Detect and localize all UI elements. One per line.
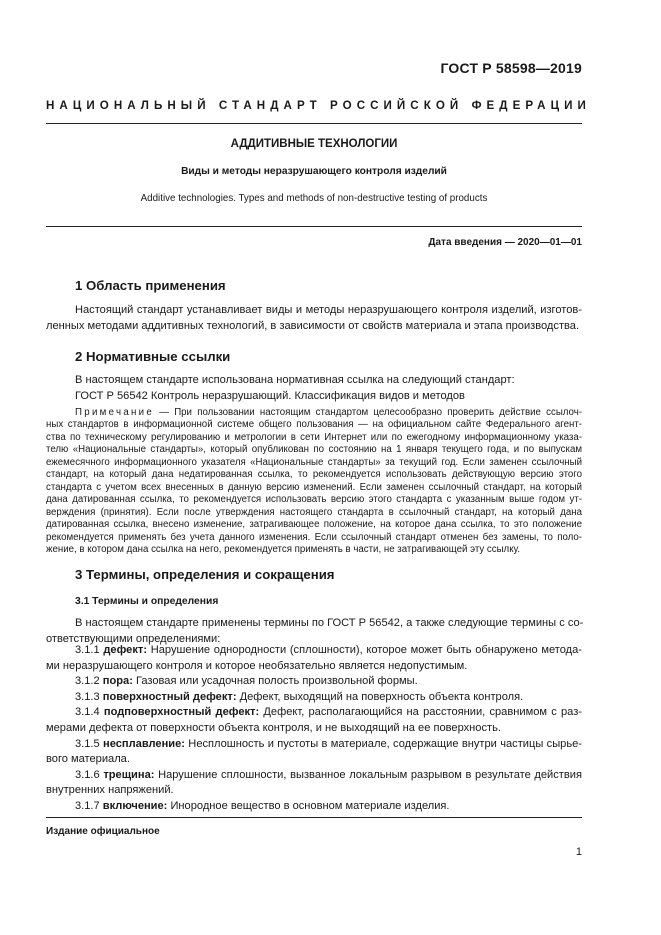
- section-3-heading: 3 Термины, определения и сокращения: [75, 567, 335, 582]
- term-line: мерами дефекта от поверхности объекта контроля, и не выходящий на ее поверхность.: [46, 721, 501, 734]
- title-rule: [46, 226, 582, 227]
- term-line: внутренних напряжений.: [46, 784, 174, 797]
- term-definition: Инородное вещество в основном материале изделия.: [167, 799, 450, 812]
- text-line: Настоящий стандарт устанавливает виды и методы неразрушающего контроля изделий, изготов-: [75, 304, 582, 316]
- term-number: 3.1.7: [75, 799, 103, 812]
- text-line: В настоящем стандарте применены термины по ГОСТ Р 56542, а также следующие термины с со-: [75, 617, 584, 629]
- term-number: 3.1.2: [75, 675, 103, 688]
- term-number: 3.1.5: [75, 737, 104, 750]
- term-name: несплавление:: [103, 737, 185, 750]
- introduction-date: Дата введения — 2020—01—01: [428, 237, 582, 248]
- note-line: телю «Национальные стандарты», который опубликован по состоянию на 1 января текущего года, и по выпускам: [46, 444, 582, 456]
- note-line: жение, в котором дана ссылка на него, рекомендуется применять в части, не затрагивающей эту ссылку.: [46, 543, 521, 555]
- note-line: стандарта с учетом всех внесенных в данную версию изменений. Если заменен ссылочный стандарт, на который: [46, 481, 582, 493]
- note-line: верждения (принятия). Если после утверждения настоящего стандарта в ссылочный стандарт, на который дана: [46, 506, 582, 518]
- gost-number: ГОСТ Р 58598—2019: [440, 60, 582, 76]
- text-line: ленных методами аддитивных технологий, в зависимости от свойств материала и этапа производства.: [46, 319, 580, 332]
- section-2-heading: 2 Нормативные ссылки: [75, 349, 231, 364]
- note-line: дана датированная ссылка, то рекомендуется использовать версию этого стандарта с указанным выше годом ут-: [46, 494, 582, 506]
- note-line: стандарт, на который дана недатированная ссылка, то рекомендуется использовать действующую версию этого: [46, 469, 582, 481]
- document-subtitle: Виды и методы неразрушающего контроля изделий: [181, 166, 447, 177]
- term-line: [46, 705, 582, 721]
- national-standard-banner: НАЦИОНАЛЬНЫЙ СТАНДАРТ РОССИЙСКОЙ ФЕДЕРАЦИИ: [46, 99, 591, 112]
- note-label: Примечание: [75, 407, 155, 418]
- term-line: [46, 690, 582, 706]
- text-line: ответствующими определениями:: [46, 632, 221, 645]
- section-1-paragraph: [46, 303, 582, 334]
- section-2-note: [46, 407, 582, 556]
- note-line: рекомендуется применять без учета данного изменения. Если ссылочный стандарт отменен без замены, то поло-: [46, 531, 582, 543]
- term-line: [46, 799, 582, 815]
- official-edition-label: Издание официальное: [46, 826, 160, 837]
- term-number: 3.1.4: [75, 706, 104, 719]
- term-line: [46, 768, 582, 784]
- term-definition: Нарушение однородности (сплошности), которое может быть обнаружено метода-: [147, 644, 582, 656]
- note-line: ежемесячного информационного указателя «Национальные стандарты» за текущий год. Если заменен ссылочный: [46, 456, 582, 468]
- note-text: — При пользовании настоящим стандартом целесообразно проверить действие ссылоч-: [154, 407, 582, 418]
- term-name: подповерхностный дефект:: [103, 706, 260, 719]
- note-line: ства по техническому регулированию и метрологии в сети Интернет или по ежегодному информационному указа-: [46, 431, 582, 443]
- note-line: [46, 407, 582, 419]
- term-line: ми неразрушающего контроля и которое необязательно является недопустимым.: [46, 659, 468, 672]
- term-number: 3.1.1: [75, 644, 104, 656]
- top-rule: [46, 123, 582, 124]
- term-definition: Газовая или усадочная полость произвольной формы.: [132, 675, 418, 688]
- footer-rule: [46, 817, 582, 818]
- term-line: [46, 737, 582, 753]
- term-definition: Дефект, располагающийся на расстоянии, сравнимом с раз-: [259, 706, 582, 719]
- text-line: В настоящем стандарте использована нормативная ссылка на следующий стандарт:: [75, 374, 515, 386]
- term-name: включение:: [102, 799, 168, 812]
- term-line: [46, 643, 582, 659]
- document-title: АДДИТИВНЫЕ ТЕХНОЛОГИИ: [230, 138, 398, 150]
- term-number: 3.1.3: [75, 690, 103, 703]
- term-definition: Несплошность и пустоты в материале, содержащие внутри частицы сырье-: [184, 737, 582, 750]
- note-line: датированная ссылка, внесено изменение, затрагивающее положение, на которое дана ссылка, то это положение: [46, 519, 582, 531]
- term-number: 3.1.6: [75, 768, 104, 781]
- section-2-paragraph: [46, 373, 582, 404]
- section-3-1-heading: 3.1 Термины и определения: [75, 596, 219, 607]
- section-1-heading: 1 Область применения: [75, 278, 226, 293]
- term-list: [46, 643, 582, 815]
- term-name: трещина:: [103, 768, 155, 781]
- term-name: пора:: [102, 675, 133, 688]
- term-name: поверхностный дефект:: [102, 690, 237, 703]
- note-line: ных стандартов в информационной системе общего пользования — на официальном сайте Федерального агент-: [46, 419, 582, 431]
- term-definition: Нарушение сплошности, вызванное локальным разрывом в результате действия: [154, 768, 582, 781]
- term-line: вого материала.: [46, 753, 130, 766]
- term-definition: Дефект, выходящий на поверхность объекта контроля.: [236, 690, 524, 703]
- text-line: ГОСТ Р 56542 Контроль неразрушающий. Классификация видов и методов: [75, 389, 465, 402]
- document-english-title: Additive technologies. Types and methods of non-destructive testing of products: [140, 193, 488, 204]
- term-line: [46, 674, 582, 690]
- term-name: дефект:: [103, 644, 148, 656]
- page-number: 1: [575, 846, 582, 858]
